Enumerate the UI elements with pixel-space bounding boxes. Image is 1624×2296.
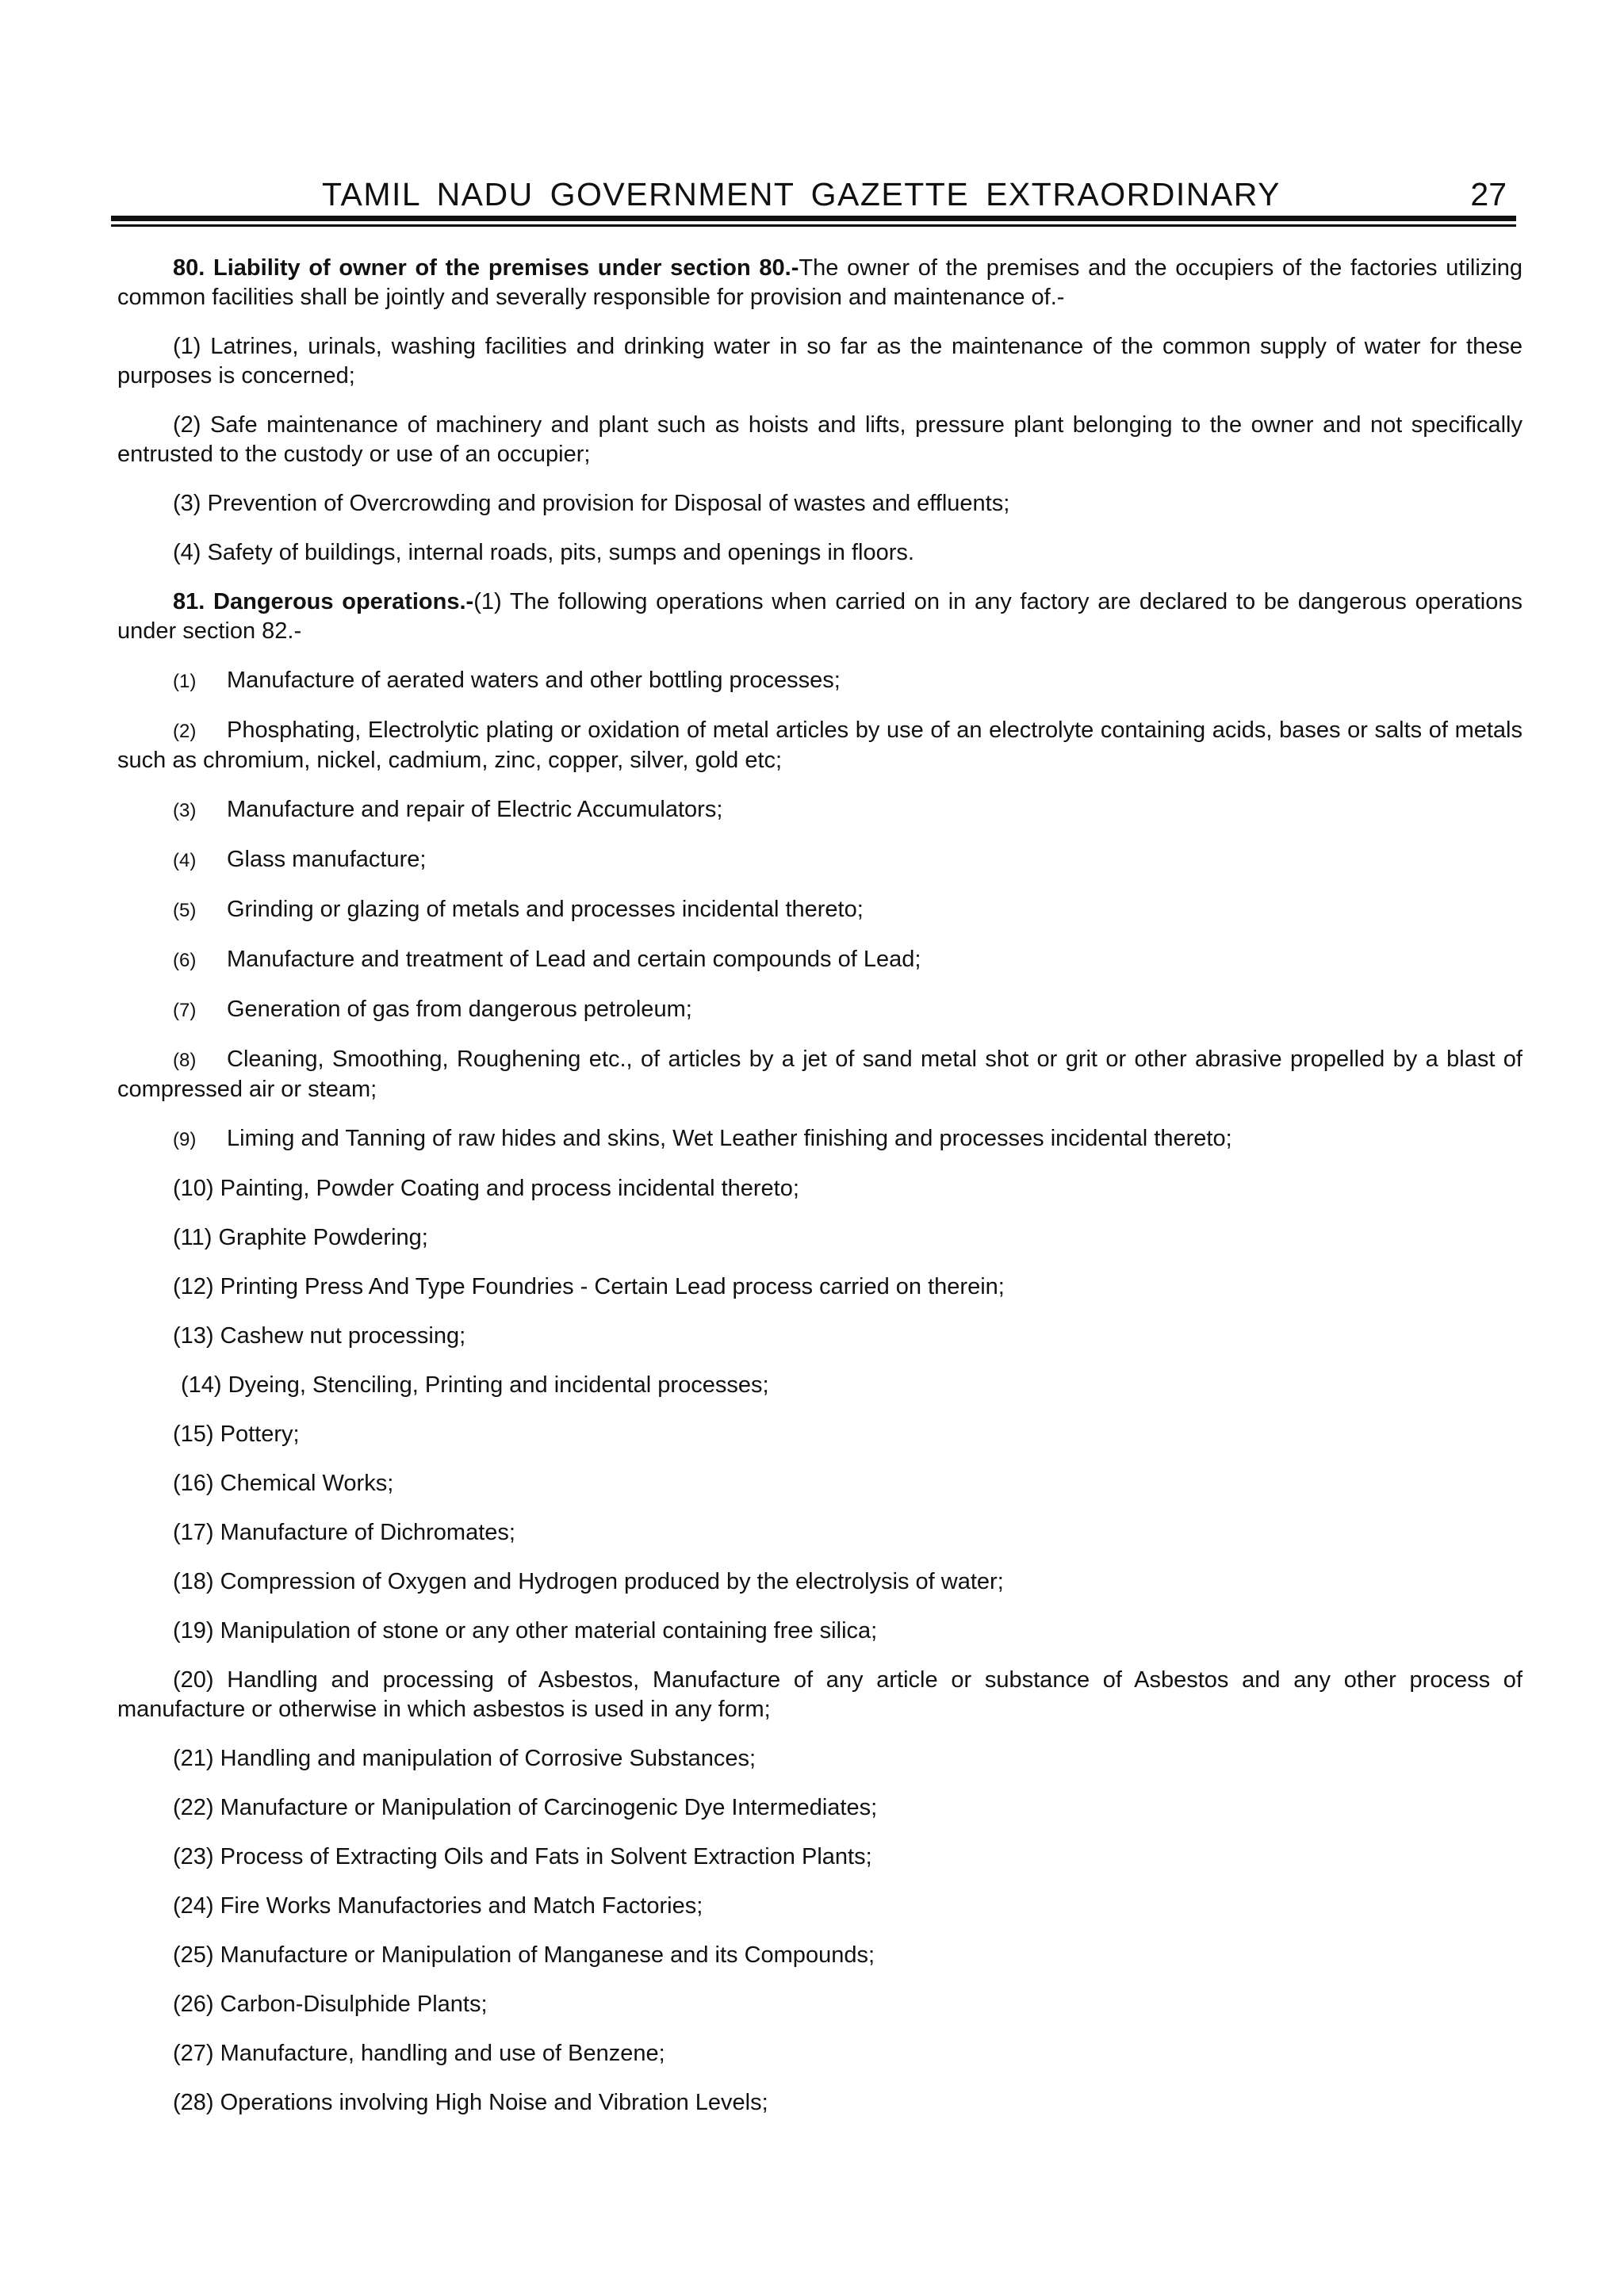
item-number: (8) bbox=[173, 1050, 197, 1071]
item-number: (2) bbox=[173, 721, 197, 742]
item-text: Grinding or glazing of metals and processes incidental thereto; bbox=[227, 897, 864, 922]
item-text: Glass manufacture; bbox=[227, 847, 427, 872]
section-81-paragraph bbox=[117, 587, 1522, 646]
document-body bbox=[117, 254, 1522, 2118]
dangerous-operation-item: (17) Manufacture of Dichromates; bbox=[173, 1520, 515, 1545]
dangerous-operation-item: (22) Manufacture or Manipulation of Carcinogenic Dye Intermediates; bbox=[173, 1795, 878, 1820]
dangerous-operation-item: (15) Pottery; bbox=[173, 1422, 300, 1447]
section-80-item: (4) Safety of buildings, internal roads, pits, sumps and openings in floors. bbox=[173, 540, 914, 565]
dangerous-operation-item bbox=[117, 1124, 1522, 1154]
dangerous-operation-item: (20) Handling and processing of Asbestos, Manufacture of any article or substance of Asbestos and any other process of manufacture or otherwise in which asbestos is used in any form; bbox=[117, 1667, 1522, 1722]
item-text: Cleaning, Smoothing, Roughening etc., of articles by a jet of sand metal shot or grit or other abrasive propelled by a blast of compressed air or steam; bbox=[117, 1047, 1522, 1102]
dangerous-operation-item: (16) Chemical Works; bbox=[173, 1471, 394, 1496]
item-text: Manufacture of aerated waters and other bottling processes; bbox=[227, 668, 841, 693]
dangerous-operation-item bbox=[117, 995, 1522, 1025]
page-header bbox=[117, 168, 1513, 219]
item-number: (4) bbox=[173, 850, 197, 871]
dangerous-operation-item: (26) Carbon-Disulphide Plants; bbox=[173, 1992, 488, 2017]
item-number: (3) bbox=[173, 800, 197, 821]
dangerous-operation-item: (18) Compression of Oxygen and Hydrogen produced by the electrolysis of water; bbox=[173, 1569, 1004, 1594]
dangerous-operation-item: (11) Graphite Powdering; bbox=[173, 1225, 428, 1250]
dangerous-operation-item: (10) Painting, Powder Coating and process incidental thereto; bbox=[173, 1176, 799, 1201]
page-number: 27 bbox=[1470, 176, 1507, 212]
section-80-heading: 80. Liability of owner of the premises under section 80.- bbox=[173, 255, 799, 281]
section-80-item: (1) Latrines, urinals, washing facilities and drinking water in so far as the maintenance of the common supply of water for these purposes is concerned; bbox=[117, 334, 1522, 388]
item-number: (7) bbox=[173, 1000, 197, 1021]
section-80-item: (2) Safe maintenance of machinery and plant such as hoists and lifts, pressure plant belonging to the owner and not specifically entrusted to the custody or use of an occupier; bbox=[117, 412, 1522, 467]
gazette-title: TAMIL NADU GOVERNMENT GAZETTE EXTRAORDINARY bbox=[322, 176, 1281, 212]
dangerous-operation-item bbox=[117, 845, 1522, 875]
header-rule-thick bbox=[111, 216, 1516, 221]
section-81-text: (1) The following operations when carried on in any factory are declared to be dangerous operations under section 82.- bbox=[117, 589, 1523, 644]
dangerous-operation-item bbox=[117, 895, 1522, 925]
dangerous-operation-item bbox=[117, 666, 1522, 696]
item-number: (6) bbox=[173, 950, 197, 971]
dangerous-operation-item bbox=[117, 716, 1522, 775]
dangerous-operation-item bbox=[117, 1045, 1522, 1104]
section-81-heading: 81. Dangerous operations.- bbox=[173, 589, 474, 614]
item-text: Phosphating, Electrolytic plating or oxidation of metal articles by use of an electrolyte containing acids, bases or salts of metals such as chromium, nickel, cadmium, zinc, copper, silver, gold etc; bbox=[117, 718, 1522, 773]
item-number: (9) bbox=[173, 1129, 197, 1150]
item-text: Manufacture and treatment of Lead and certain compounds of Lead; bbox=[227, 947, 921, 972]
item-text: Generation of gas from dangerous petroleum; bbox=[227, 997, 692, 1022]
item-number: (1) bbox=[173, 671, 197, 692]
dangerous-operation-item: (19) Manipulation of stone or any other material containing free silica; bbox=[173, 1618, 878, 1644]
dangerous-operation-item: (24) Fire Works Manufactories and Match Factories; bbox=[173, 1893, 703, 1919]
item-text: Manufacture and repair of Electric Accumulators; bbox=[227, 797, 723, 822]
item-number: (5) bbox=[173, 900, 197, 921]
dangerous-operation-item: (25) Manufacture or Manipulation of Manganese and its Compounds; bbox=[173, 1942, 875, 1968]
dangerous-operation-item: (13) Cashew nut processing; bbox=[173, 1323, 466, 1349]
dangerous-operation-item: (12) Printing Press And Type Foundries - Certain Lead process carried on therein; bbox=[173, 1274, 1005, 1299]
item-text: Liming and Tanning of raw hides and skins, Wet Leather finishing and processes incidental thereto; bbox=[227, 1126, 1232, 1151]
dangerous-operation-item bbox=[117, 945, 1522, 975]
dangerous-operation-item: (28) Operations involving High Noise and Vibration Levels; bbox=[173, 2090, 768, 2115]
dangerous-operation-item bbox=[117, 795, 1522, 825]
dangerous-operation-item: (14) Dyeing, Stenciling, Printing and incidental processes; bbox=[181, 1372, 769, 1398]
section-80-paragraph bbox=[117, 254, 1522, 312]
section-80-text: The owner of the premises and the occupiers of the factories utilizing common facilities shall be jointly and severally responsible for provision and maintenance of.- bbox=[117, 255, 1522, 310]
dangerous-operation-item: (21) Handling and manipulation of Corrosive Substances; bbox=[173, 1746, 756, 1771]
dangerous-operation-item: (23) Process of Extracting Oils and Fats in Solvent Extraction Plants; bbox=[173, 1844, 872, 1869]
dangerous-operation-item: (27) Manufacture, handling and use of Benzene; bbox=[173, 2041, 665, 2066]
header-rule-thin bbox=[111, 224, 1516, 227]
section-80-item: (3) Prevention of Overcrowding and provision for Disposal of wastes and effluents; bbox=[173, 491, 1010, 516]
